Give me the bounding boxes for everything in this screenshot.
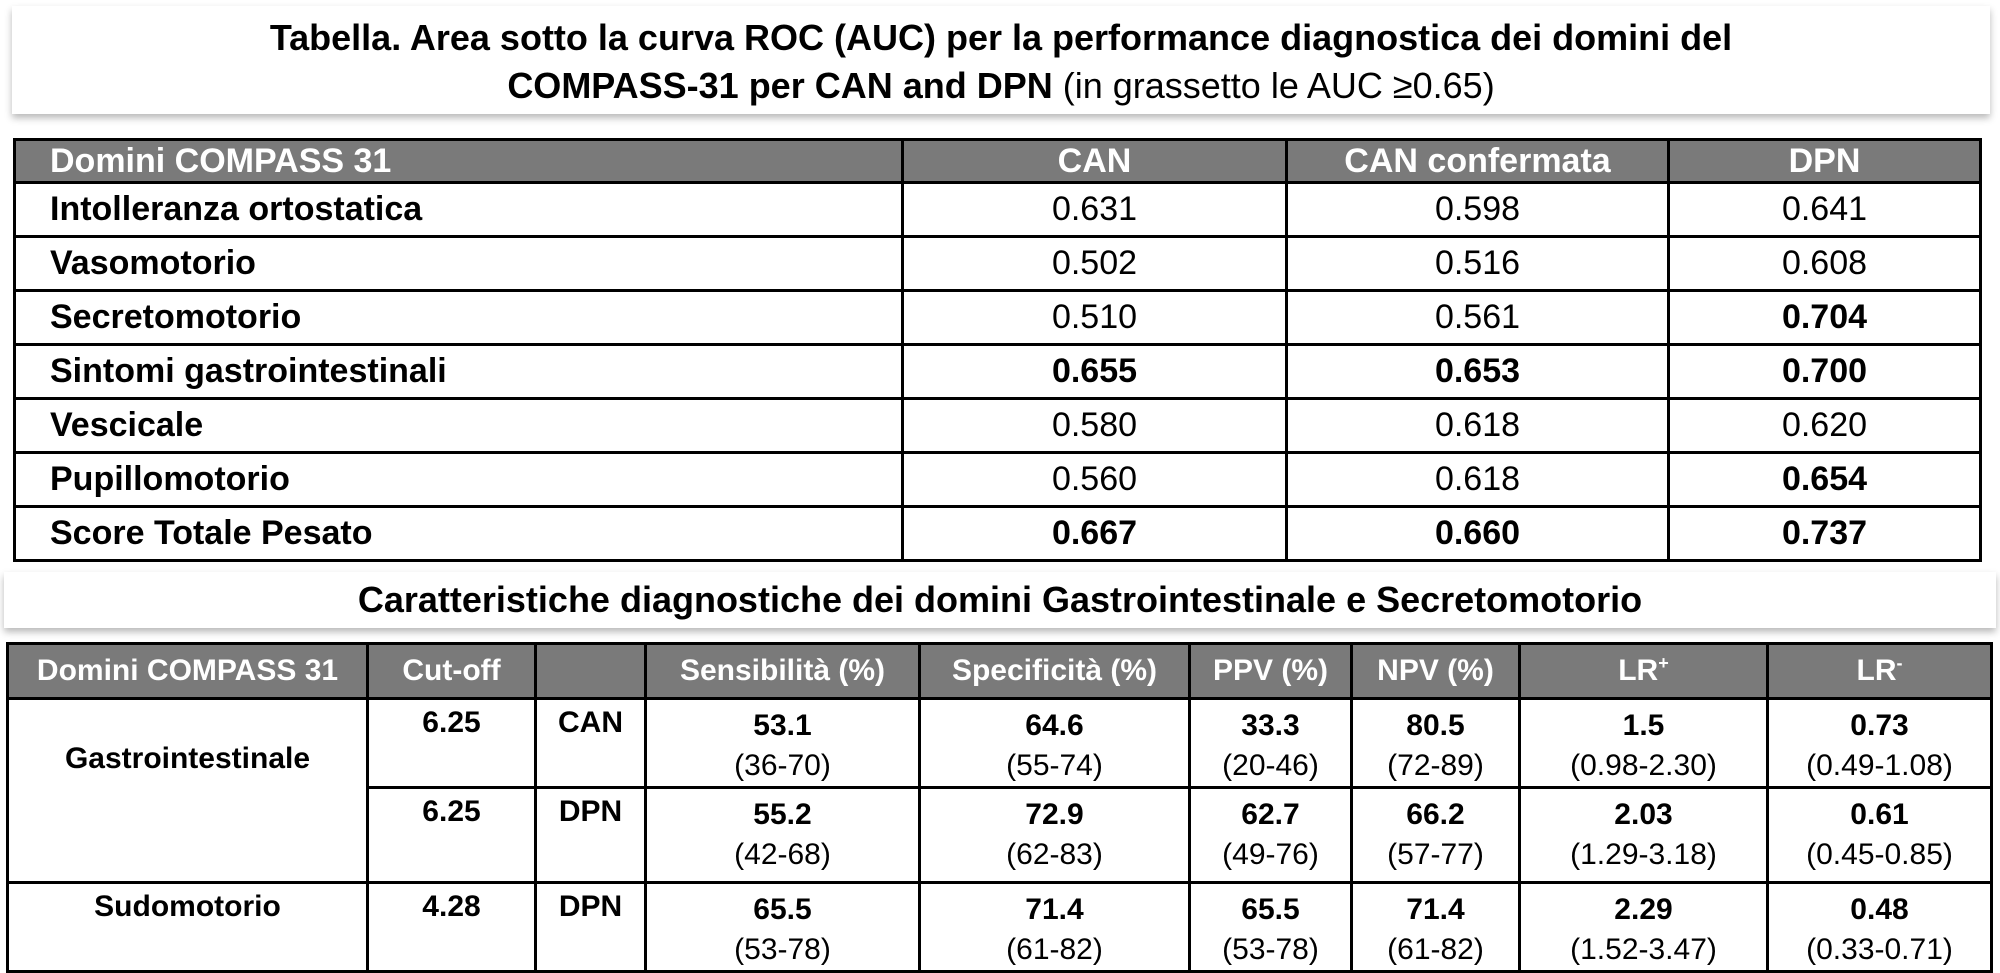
value: 0.73 [1850,709,1909,742]
ci: (49-76) [1222,838,1319,871]
header-lr-minus-text: LR [1856,654,1897,687]
table-row [15,453,1981,507]
specificita [920,883,1190,972]
ci: (72-89) [1387,749,1484,782]
ci: (55-74) [1006,749,1103,782]
lr-minus [1768,788,1992,883]
header-domini: Domini COMPASS 31 [8,644,368,699]
table1-title-line1: Tabella. Area sotto la curva ROC (AUC) per la performance diagnostica dei domini del [269,17,1733,58]
npv [1352,788,1520,883]
lr-plus [1520,883,1768,972]
specificita [920,788,1190,883]
ci: (61-82) [1387,933,1484,966]
row-label: Intolleranza ortostatica [15,183,903,237]
table-row [15,183,1981,237]
auc-dpn: 0.737 [1669,507,1981,561]
table-row [15,291,1981,345]
npv [1352,883,1520,972]
header-ppv: PPV (%) [1190,644,1352,699]
table-row [8,883,1992,972]
header-lr-minus-sup: - [1896,653,1903,673]
ppv [1190,699,1352,788]
group: DPN [536,788,646,883]
auc-can-confermata: 0.516 [1287,237,1669,291]
diagnostic-table [6,642,1993,973]
value: 72.9 [1025,798,1084,831]
auc-can-confermata: 0.618 [1287,399,1669,453]
auc-can-confermata: 0.660 [1287,507,1669,561]
value: 2.29 [1614,893,1673,926]
header-specificita: Specificità (%) [920,644,1190,699]
header-lr-plus-sup: + [1658,653,1669,673]
ci: (61-82) [1006,933,1103,966]
ppv [1190,883,1352,972]
value: 80.5 [1406,709,1465,742]
value: 55.2 [753,798,812,831]
sensibilita [646,788,920,883]
header-sensibilita: Sensibilità (%) [646,644,920,699]
ci: (1.52-3.47) [1570,933,1717,966]
auc-can-confermata: 0.618 [1287,453,1669,507]
table-row [15,237,1981,291]
header-dpn: DPN [1669,140,1981,183]
ci: (0.49-1.08) [1806,749,1953,782]
ci: (42-68) [734,838,831,871]
ci: (53-78) [1222,933,1319,966]
value: 71.4 [1025,893,1084,926]
cutoff: 6.25 [368,788,536,883]
auc-dpn: 0.608 [1669,237,1981,291]
table-row [15,399,1981,453]
ci: (53-78) [734,933,831,966]
auc-can: 0.631 [903,183,1287,237]
row-label: Score Totale Pesato [15,507,903,561]
value: 2.03 [1614,798,1673,831]
auc-can-confermata: 0.598 [1287,183,1669,237]
cutoff: 4.28 [368,883,536,972]
ci: (36-70) [734,749,831,782]
auc-dpn: 0.704 [1669,291,1981,345]
domain-sudomotorio: Sudomotorio [8,883,368,972]
ci: (0.33-0.71) [1806,933,1953,966]
value: 1.5 [1622,709,1665,742]
header-npv: NPV (%) [1352,644,1520,699]
auc-can: 0.655 [903,345,1287,399]
auc-can: 0.580 [903,399,1287,453]
auc-table [13,138,1982,562]
header-lr-minus [1768,644,1992,699]
header-domini: Domini COMPASS 31 [15,140,903,183]
auc-can: 0.502 [903,237,1287,291]
value: 66.2 [1406,798,1465,831]
header-can-confermata: CAN confermata [1287,140,1669,183]
value: 65.5 [1241,893,1300,926]
table2-title: Caratteristiche diagnostiche dei domini Gastrointestinale e Secretomotorio [4,572,1996,628]
sensibilita [646,883,920,972]
ci: (62-83) [1006,838,1103,871]
header-lr-plus-text: LR [1618,654,1659,687]
auc-dpn: 0.654 [1669,453,1981,507]
npv [1352,699,1520,788]
ci: (0.98-2.30) [1570,749,1717,782]
diagnostic-table-header [8,644,1992,699]
specificita [920,699,1190,788]
auc-dpn: 0.700 [1669,345,1981,399]
auc-can: 0.510 [903,291,1287,345]
header-can: CAN [903,140,1287,183]
ppv [1190,788,1352,883]
lr-plus [1520,699,1768,788]
value: 62.7 [1241,798,1300,831]
value: 0.48 [1850,893,1909,926]
row-label: Pupillomotorio [15,453,903,507]
group: DPN [536,883,646,972]
table1-title [12,6,1990,114]
auc-can: 0.560 [903,453,1287,507]
auc-can: 0.667 [903,507,1287,561]
auc-dpn: 0.641 [1669,183,1981,237]
table-row [8,699,1992,788]
header-cutoff: Cut-off [368,644,536,699]
lr-plus [1520,788,1768,883]
auc-table-header [15,140,1981,183]
auc-can-confermata: 0.561 [1287,291,1669,345]
sensibilita [646,699,920,788]
ci: (0.45-0.85) [1806,838,1953,871]
row-label: Secretomotorio [15,291,903,345]
row-label: Sintomi gastrointestinali [15,345,903,399]
ci: (20-46) [1222,749,1319,782]
ci: (1.29-3.18) [1570,838,1717,871]
value: 0.61 [1850,798,1909,831]
table1-title-line2-bold: COMPASS-31 per CAN and DPN [507,65,1053,106]
row-label: Vasomotorio [15,237,903,291]
header-group [536,644,646,699]
value: 65.5 [753,893,812,926]
table1-title-line2 [12,62,1990,110]
ci: (57-77) [1387,838,1484,871]
value: 33.3 [1241,709,1300,742]
cutoff: 6.25 [368,699,536,788]
value: 71.4 [1406,893,1465,926]
domain-label: Gastrointestinale [64,742,311,775]
value: 64.6 [1025,709,1084,742]
table1-title-line2-note: (in grassetto le AUC ≥0.65) [1052,65,1495,106]
table-row [15,507,1981,561]
lr-minus [1768,699,1992,788]
auc-can-confermata: 0.653 [1287,345,1669,399]
domain-gastrointestinale [8,699,368,883]
header-lr-plus [1520,644,1768,699]
auc-dpn: 0.620 [1669,399,1981,453]
group: CAN [536,699,646,788]
table-row [15,345,1981,399]
row-label: Vescicale [15,399,903,453]
value: 53.1 [753,709,812,742]
lr-minus [1768,883,1992,972]
